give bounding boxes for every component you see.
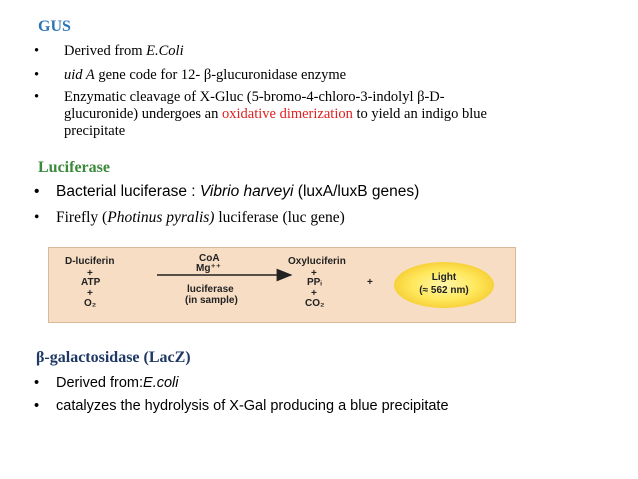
reaction-enzyme: luciferase <box>187 284 234 295</box>
reaction-cofactor-mg: Mg⁺⁺ <box>196 263 221 274</box>
bullet: • <box>34 183 40 200</box>
luciferase-bullet-firefly <box>34 209 345 227</box>
bullet: • <box>34 398 40 414</box>
gus-bullet-derived <box>34 43 184 60</box>
reaction-plus: + <box>87 268 93 279</box>
reaction-oxygen: O₂ <box>84 298 97 309</box>
gal-derived-text: Derived from: <box>56 375 144 391</box>
reaction-ppi: PPᵢ <box>307 277 322 288</box>
luciferase-reaction-diagram <box>48 247 516 323</box>
photinus-species: Photinus pyralis) <box>107 209 215 226</box>
luc-gene-text: luciferase (luc gene) <box>214 209 345 226</box>
galactosidase-heading: β-galactosidase (LacZ) <box>36 349 191 366</box>
luciferase-heading: Luciferase <box>38 159 110 176</box>
bacterial-luciferase-text: Bacterial luciferase : <box>56 183 200 200</box>
gus-cleavage-line2-pre: glucuronide) undergoes an <box>64 106 222 122</box>
gus-cleavage-line2 <box>64 106 487 123</box>
lux-genes-text: (luxA/luxB genes) <box>293 183 420 200</box>
reaction-atp: ATP <box>81 277 101 288</box>
reaction-product: Oxyluciferin <box>288 256 346 267</box>
gus-bullet-gene <box>34 67 346 84</box>
vibrio-species: Vibrio harveyi <box>199 183 294 200</box>
galactosidase-bullet-hydrolysis <box>34 398 449 414</box>
gal-organism: E.coli <box>143 375 179 391</box>
bullet: • <box>34 209 40 226</box>
reaction-plus: + <box>87 288 93 299</box>
bullet: • <box>34 67 40 83</box>
gus-cleavage-line3: precipitate <box>64 123 126 139</box>
gus-organism: E.Coli <box>146 43 184 59</box>
gus-cleavage-line1: Enzymatic cleavage of X-Gluc (5-bromo-4-chloro-3-indolyl β-D- <box>64 89 445 105</box>
reaction-plus: + <box>367 277 373 288</box>
reaction-enzyme-note: (in sample) <box>185 295 238 306</box>
reaction-substrate: D-luciferin <box>65 256 115 267</box>
reaction-plus: + <box>311 288 317 299</box>
light-label: Light <box>431 272 457 283</box>
oxidative-dimerization-highlight: oxidative dimerization <box>221 106 353 122</box>
light-wavelength: (≈ 562 nm) <box>419 285 469 296</box>
reaction-cofactor-coa: CoA <box>199 253 220 264</box>
reaction-co2: CO₂ <box>305 298 325 309</box>
firefly-text: Firefly ( <box>56 209 108 226</box>
gus-cleavage-line2-post: to yield an indigo blue <box>352 106 487 122</box>
gal-hydrolysis-text: catalyzes the hydrolysis of X-Gal producing a blue precipitate <box>56 398 449 414</box>
luciferase-bullet-bacterial <box>34 183 419 201</box>
gus-gene-text: gene code for 12- β-glucuronidase enzyme <box>94 67 347 83</box>
bullet: • <box>34 43 40 59</box>
reaction-plus: + <box>311 268 317 279</box>
gus-gene-name: uid A <box>64 67 95 83</box>
bullet: • <box>34 375 40 391</box>
gus-heading: GUS <box>38 18 71 35</box>
bullet: • <box>34 89 40 105</box>
galactosidase-bullet-derived <box>34 375 179 391</box>
gus-derived-text: Derived from <box>64 43 147 59</box>
gus-bullet-cleavage <box>34 89 445 106</box>
